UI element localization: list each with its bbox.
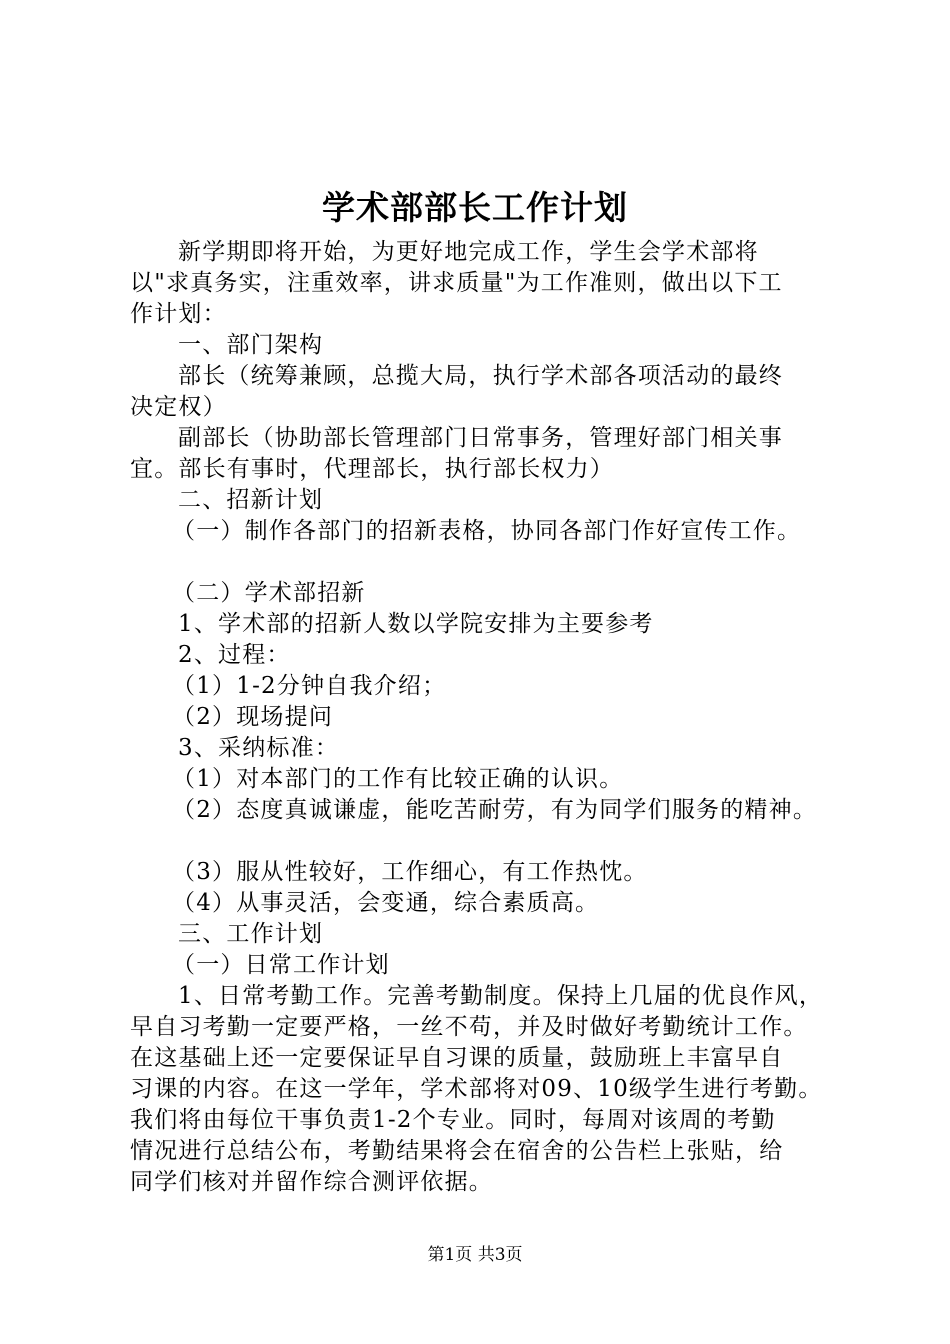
paragraph-line: 情况进行总结公布，考勤结果将会在宿舍的公告栏上张贴，给 bbox=[130, 1138, 784, 1164]
list-item: （1）对本部门的工作有比较正确的认识。 bbox=[172, 766, 624, 792]
list-item: 1、学术部的招新人数以学院安排为主要参考 bbox=[178, 611, 654, 637]
page-number-footer: 第1页 共3页 bbox=[427, 1245, 523, 1265]
list-item: （2）现场提问 bbox=[172, 704, 334, 730]
paragraph-line: 新学期即将开始，为更好地完成工作，学生会学术部将 bbox=[178, 239, 759, 265]
paragraph-line: 作计划： bbox=[130, 301, 227, 327]
paragraph-line: 在这基础上还一定要保证早自习课的质量，鼓励班上丰富早自 bbox=[130, 1045, 784, 1071]
paragraph-line: 副部长（协助部长管理部门日常事务，管理好部门相关事 bbox=[178, 425, 783, 451]
section-heading: 二、招新计划 bbox=[178, 487, 324, 513]
paragraph-line: 同学们核对并留作综合测评依据。 bbox=[130, 1169, 493, 1195]
list-item: 3、采纳标准： bbox=[178, 735, 340, 761]
paragraph-line: 我们将由每位干事负责1-2个专业。同时，每周对该周的考勤 bbox=[130, 1107, 776, 1133]
paragraph-line: 部长（统筹兼顾，总揽大局，执行学术部各项活动的最终 bbox=[178, 363, 783, 389]
section-heading: 三、工作计划 bbox=[178, 921, 324, 947]
blank-line bbox=[130, 826, 836, 857]
paragraph-line: 宜。部长有事时，代理部长，执行部长权力） bbox=[130, 456, 614, 482]
document-title: 学术部部长工作计划 bbox=[322, 188, 628, 227]
list-item: （4）从事灵活，会变通，综合素质高。 bbox=[172, 890, 600, 916]
subsection-heading: （二）学术部招新 bbox=[172, 580, 366, 606]
section-heading: 一、部门架构 bbox=[178, 332, 324, 358]
document-body bbox=[130, 237, 836, 1198]
subsection-heading: （一）日常工作计划 bbox=[172, 952, 390, 978]
list-item: （2）态度真诚谦虚，能吃苦耐劳，有为同学们服务的精神。 bbox=[172, 797, 818, 823]
list-item: （3）服从性较好，工作细心，有工作热忱。 bbox=[172, 859, 648, 885]
paragraph-line: 习课的内容。在这一学年，学术部将对09、10级学生进行考勤。 bbox=[130, 1076, 823, 1102]
paragraph-line: 决定权） bbox=[130, 394, 227, 420]
list-item: （1）1-2分钟自我介绍； bbox=[172, 673, 447, 699]
paragraph-line: 1、日常考勤工作。完善考勤制度。保持上几届的优良作风， bbox=[178, 983, 824, 1009]
list-item: 2、过程： bbox=[178, 642, 291, 668]
paragraph-line: （一）制作各部门的招新表格，协同各部门作好宣传工作。 bbox=[172, 518, 802, 544]
blank-line bbox=[130, 547, 836, 578]
paragraph-line: 早自习考勤一定要严格，一丝不苟，并及时做好考勤统计工作。 bbox=[130, 1014, 808, 1040]
paragraph-line: 以"求真务实，注重效率，讲求质量"为工作准则，做出以下工 bbox=[130, 270, 783, 296]
